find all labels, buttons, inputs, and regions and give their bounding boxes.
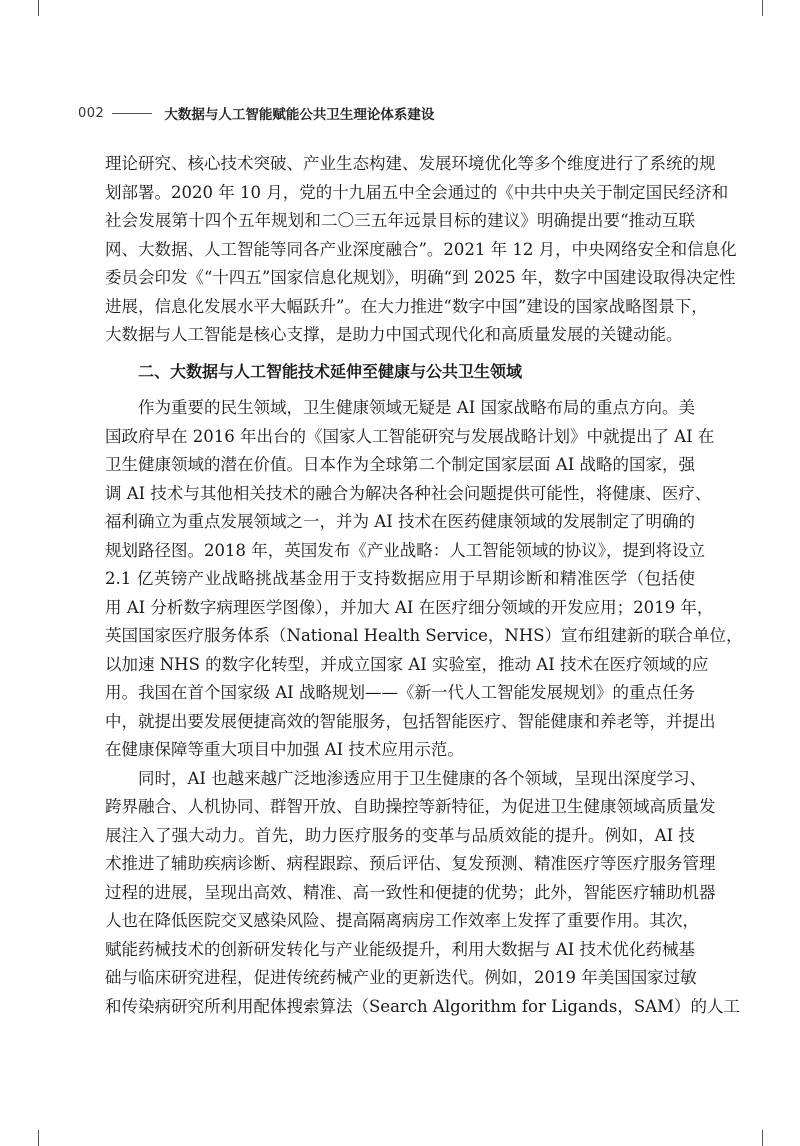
text-line: 赋能药械技术的创新研发转化与产业能级提升，利用大数据与 AI 技术优化药械基 bbox=[105, 939, 695, 959]
running-head bbox=[78, 103, 718, 123]
text-line: 大数据与人工智能是核心支撑，是助力中国式现代化和高质量发展的关键动能。 bbox=[105, 325, 683, 344]
text-line: 福利确立为重点发展领域之一，并为 AI 技术在医药健康领域的发展制定了明确的 bbox=[105, 512, 695, 531]
text-line: 中，就提出要发展便捷高效的智能服务，包括智能医疗、智能健康和养老等，并提出 bbox=[105, 711, 716, 731]
page-number: 002 bbox=[78, 105, 105, 121]
paragraph-2 bbox=[105, 394, 743, 765]
text-line: 和传染病研究所利用配体搜索算法（Search Algorithm for Ligands，SAM）的人工 bbox=[105, 996, 740, 1016]
text-line: 作为重要的民生领域，卫生健康领域无疑是 AI 国家战略布局的重点方向。美 bbox=[138, 398, 695, 417]
text-line: 过程的进展，呈现出高效、精准、高一致性和便捷的优势；此外，智能医疗辅助机器 bbox=[105, 882, 716, 902]
paragraph-1 bbox=[105, 150, 737, 350]
text-line: 卫生健康领域的潜在价值。日本作为全球第二个制定国家层面 AI 战略的国家，强 bbox=[105, 455, 695, 474]
text-line: 展注入了强大动力。首先，助力医疗服务的变革与品质效能的提升。例如，AI 技 bbox=[105, 825, 695, 845]
crop-mark bbox=[762, 1130, 763, 1146]
text-line: 人也在降低医院交叉感染风险、提高隔离病房工作效率上发挥了重要作用。其次， bbox=[105, 911, 699, 930]
text-line: 用。我国在首个国家级 AI 战略规划——《新一代人工智能发展规划》的重点任务 bbox=[105, 683, 695, 702]
text-line: 同时，AI 也越来越广泛地渗透应用于卫生健康的各个领域，呈现出深度学习、 bbox=[138, 768, 707, 788]
text-line: 在健康保障等重大项目中加强 AI 技术应用示范。 bbox=[105, 740, 464, 759]
crop-mark bbox=[38, 1130, 39, 1146]
text-line: 国政府早在 2016 年出台的《国家人工智能研究与发展战略计划》中就提出了 AI 在 bbox=[105, 426, 715, 446]
header-rule bbox=[112, 113, 152, 114]
text-line: 网、大数据、人工智能等同各产业深度融合”。2021 年 12 月，中央网络安全和信息化 bbox=[105, 239, 737, 259]
text-line: 划部署。2020 年 10 月，党的十九届五中全会通过的《中共中央关于制定国民经济和 bbox=[105, 182, 729, 202]
text-line: 础与临床研究进程，促进传统药械产业的更新迭代。例如，2019 年美国国家过敏 bbox=[105, 968, 697, 987]
text-line: 2.1 亿英镑产业战略挑战基金用于支持数据应用于早期诊断和精准医学（包括使 bbox=[105, 569, 695, 588]
text-line: 调 AI 技术与其他相关技术的融合为解决各种社会问题提供可能性，将健康、医疗、 bbox=[105, 483, 712, 503]
text-line: 社会发展第十四个五年规划和二〇三五年远景目标的建议》明确提出要“推动互联 bbox=[105, 211, 695, 230]
text-line: 进展，信息化发展水平大幅跃升”。在大力推进“数字中国”建设的国家战略图景下， bbox=[105, 296, 708, 316]
text-line: 委员会印发《“十四五”国家信息化规划》，明确“到 2025 年，数字中国建设取得决定性 bbox=[105, 268, 736, 287]
body-text bbox=[105, 150, 743, 1021]
text-line: 理论研究、核心技术突破、产业生态构建、发展环境优化等多个维度进行了系统的规 bbox=[105, 154, 716, 173]
section-heading: 二、大数据与人工智能技术延伸至健康与公共卫生领域 bbox=[138, 361, 523, 381]
crop-mark bbox=[38, 0, 39, 16]
text-line: 规划路径图。2018 年，英国发布《产业战略：人工智能领域的协议》，提到将设立 bbox=[105, 540, 705, 560]
text-line: 以加速 NHS 的数字化转型，并成立国家 AI 实验室，推动 AI 技术在医疗领域的应 bbox=[105, 654, 709, 674]
text-line: 英国国家医疗服务体系（National Health Service，NHS）宣布组建新的联合单位， bbox=[105, 626, 743, 645]
text-line: 跨界融合、人机协同、群智开放、自助操控等新特征，为促进卫生健康领域高质量发 bbox=[105, 797, 716, 816]
paragraph-3 bbox=[105, 765, 740, 1022]
text-line: 术推进了辅助疾病诊断、病程跟踪、预后评估、复发预测、精准医疗等医疗服务管理 bbox=[105, 854, 716, 873]
text-line: 用 AI 分析数字病理医学图像），并加大 AI 在医疗细分领域的开发应用；2019 年， bbox=[105, 597, 714, 617]
book-title: 大数据与人工智能赋能公共卫生理论体系建设 bbox=[164, 107, 435, 123]
crop-mark bbox=[762, 0, 763, 16]
